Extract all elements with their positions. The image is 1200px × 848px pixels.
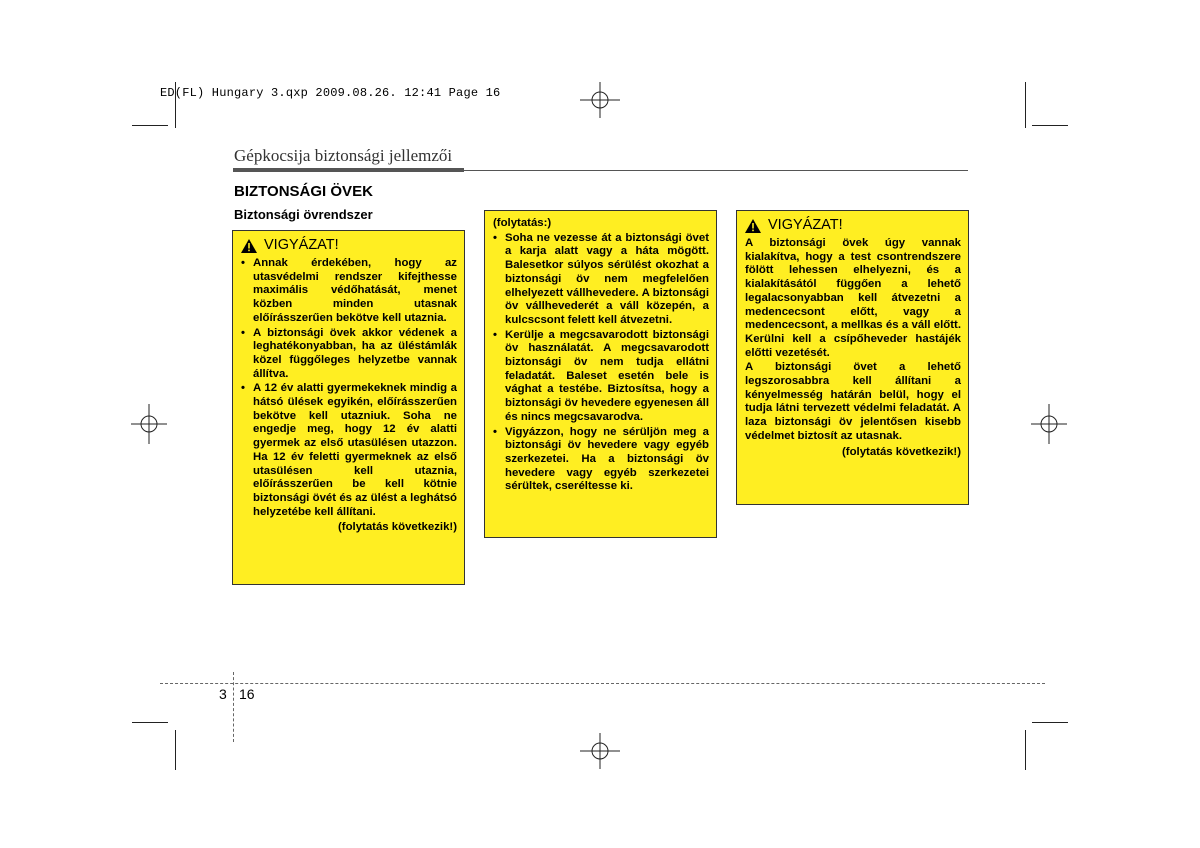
crop-mark-top-right-h <box>1032 125 1068 126</box>
crop-mark-bottom-right-v <box>1025 730 1026 770</box>
warning-heading <box>745 219 961 233</box>
registration-crosshair-top-icon <box>580 80 620 120</box>
list-item: • Kerülje a megcsavarodott biztonsági öv használatát. A megcsavarodott biztonsági öv nem tudja ellátni feladatát. Baleset esetén bele is vághat a testébe. Biztosítsa, hogy a biztonsági öv hevedere egyenesen áll és nincs megcsavarodva. <box>493 329 709 425</box>
footer-dotted-rule <box>160 683 1045 684</box>
list-item: • Soha ne vezesse át a biztonsági övet a karja alatt vagy a háta mögött. Balesetkor súlyos sérülést okozhat a biztonsági öv nem megfelelően elhelyezett vállhevedere. A biztonsági öv vállhevederét a váll közepén, a kulcscsont felett kell átvezetni. <box>493 232 709 328</box>
footer-dotted-divider <box>233 672 234 742</box>
crop-mark-top-left-h <box>132 125 168 126</box>
list-item: • Annak érdekében, hogy az utasvédelmi rendszer kifejthesse maximális védőhatását, menet közben minden utasnak előírásszerűen bekötve kell utaznia. <box>241 257 457 326</box>
header-rule-thick <box>233 168 464 172</box>
warning-heading <box>241 239 457 253</box>
registration-crosshair-right-icon <box>1029 404 1069 444</box>
warning-triangle-icon <box>745 219 761 233</box>
paragraph: A biztonsági övet a lehető legszorosabbra kell állítani a kényelmesség határán belül, hogy el tudja látni tervezett védelmi feladatát. A laza biztonsági öv jelentősen kisebb védelmet biztosít az utasnak. <box>745 361 961 442</box>
crop-mark-bottom-right-h <box>1032 722 1068 723</box>
section-subtitle: Biztonsági övrendszer <box>234 207 373 222</box>
registration-crosshair-bottom-icon <box>580 731 620 771</box>
crop-mark-bottom-left-v <box>175 730 176 770</box>
running-header-title: Gépkocsija biztonsági jellemzői <box>234 146 453 165</box>
continued-from-note: (folytatás:) <box>493 217 552 229</box>
paragraph: A biztonsági övek úgy vannak kialakítva, hogy a test csontrendszere fölött lehessen elhelyezni, és a kialakításától függően a lehető legalacsonyabban kell átvezetni a medencecsont előtt, vagy a medencecsont, a mellkas és a váll előtt. Kerülni kell a csípőheveder hastájék előtti vezetését. <box>745 237 961 359</box>
warning-list <box>241 257 457 519</box>
crop-mark-top-left-v <box>175 82 176 128</box>
warning-heading-text: VIGYÁZAT! <box>264 237 339 254</box>
warning-triangle-icon <box>241 239 257 253</box>
list-item: • A 12 év alatti gyermekeknek mindig a hátsó ülések egyikén, előírásszerűen bekötve kell utazniuk. Soha ne engedje meg, hogy 12 év alatti gyermek az első utasülésen utazzon. Ha 12 év feletti gyermeknek az első utasülésen kell utaznia, előírásszerűen be kell kötnie biztonsági övét és az ülést a leghátsó helyzetébe kell állítani. <box>241 382 457 519</box>
crop-mark-top-right-v <box>1025 82 1026 128</box>
warning-box-2 <box>484 210 717 538</box>
continued-note: (folytatás következik!) <box>337 521 457 534</box>
page-number: 16 <box>239 686 255 702</box>
print-slug: ED(FL) Hungary 3.qxp 2009.08.26. 12:41 Page 16 <box>160 86 501 100</box>
warning-heading-text: VIGYÁZAT! <box>768 217 843 234</box>
warning-box-3 <box>736 210 969 505</box>
list-item: • A biztonsági övek akkor védenek a leghatékonyabban, ha az üléstámlák közel függőleges helyzetbe vannak állítva. <box>241 327 457 382</box>
registration-crosshair-left-icon <box>129 404 169 444</box>
crop-mark-bottom-left-h <box>132 722 168 723</box>
chapter-number: 3 <box>219 686 227 702</box>
warning-list <box>493 232 709 494</box>
list-item: • Vigyázzon, hogy ne sérüljön meg a biztonsági öv hevedere vagy egyéb szerkezetei. Ha a biztonsági öv hevedere vagy egyéb szerkezetei sérültek, cseréltesse ki. <box>493 426 709 495</box>
section-title: BIZTONSÁGI ÖVEK <box>234 183 373 200</box>
continued-note: (folytatás következik!) <box>841 445 961 458</box>
warning-box-1 <box>232 230 465 585</box>
header-rule-thin <box>464 170 968 171</box>
